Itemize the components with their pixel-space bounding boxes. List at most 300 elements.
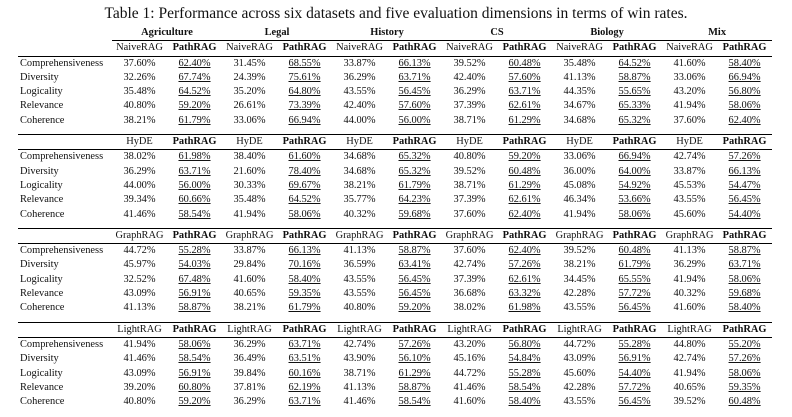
baseline-win-rate: 45.60% [673,208,706,220]
pathrag-win-rate: 60.48% [618,245,651,257]
proposed-method-label: PathRAG [277,322,332,337]
pathrag-win-rate: 61.79% [178,114,211,126]
baseline-win-rate: 36.00% [563,165,596,177]
baseline-win-rate: 46.34% [563,194,596,206]
baseline-win-rate: 35.20% [233,86,266,98]
pathrag-win-rate: 56.91% [178,288,211,300]
baseline-win-rate: 33.06% [233,114,266,126]
pathrag-win-rate: 59.68% [398,208,431,220]
table-row [18,165,772,179]
dimension-label: Relevance [20,194,64,206]
pathrag-win-rate: 68.55% [288,57,321,69]
baseline-win-rate: 43.09% [563,353,596,365]
dataset-header: Legal [222,26,332,41]
baseline-win-rate: 40.80% [453,151,486,163]
table-row [18,99,772,113]
baseline-win-rate: 41.60% [453,396,486,408]
proposed-method-label: PathRAG [387,41,442,56]
baseline-win-rate: 42.40% [343,100,376,112]
pathrag-win-rate: 58.87% [618,71,651,83]
pathrag-win-rate: 62.40% [178,57,211,69]
table-row [18,114,772,128]
baseline-win-rate: 21.60% [233,165,266,177]
baseline-win-rate: 41.94% [673,100,706,112]
baseline-win-rate: 41.94% [673,273,706,285]
pathrag-win-rate: 56.10% [398,353,431,365]
baseline-win-rate: 34.68% [343,151,376,163]
baseline-win-rate: 45.60% [563,367,596,379]
pathrag-win-rate: 59.20% [178,100,211,112]
pathrag-win-rate: 56.91% [618,353,651,365]
baseline-win-rate: 39.52% [453,165,486,177]
baseline-win-rate: 44.00% [343,114,376,126]
dataset-header: Mix [662,26,772,41]
baseline-win-rate: 43.55% [343,288,376,300]
pathrag-win-rate: 61.29% [508,179,541,191]
pathrag-win-rate: 58.40% [508,396,541,408]
baseline-win-rate: 43.90% [343,353,376,365]
baseline-win-rate: 43.09% [123,288,156,300]
dimension-label: Coherence [20,208,65,220]
method-header-row [18,228,772,243]
pathrag-win-rate: 57.72% [618,288,651,300]
pathrag-win-rate: 56.45% [398,86,431,98]
pathrag-win-rate: 70.16% [288,259,321,271]
table-row [18,179,772,193]
baseline-method-label: HyDE [112,135,167,150]
baseline-win-rate: 37.39% [453,194,486,206]
baseline-method-label: HyDE [442,135,497,150]
dimension-label: Diversity [20,353,59,365]
baseline-win-rate: 42.74% [343,338,376,350]
pathrag-win-rate: 58.06% [288,208,321,220]
proposed-method-label: PathRAG [607,135,662,150]
proposed-method-label: PathRAG [167,135,222,150]
table-row [18,367,772,381]
baseline-win-rate: 43.55% [343,273,376,285]
pathrag-win-rate: 64.52% [618,57,651,69]
pathrag-win-rate: 58.54% [178,208,211,220]
baseline-win-rate: 39.52% [673,396,706,408]
dataset-header: Biology [552,26,662,41]
pathrag-win-rate: 56.45% [398,273,431,285]
baseline-win-rate: 37.39% [453,100,486,112]
dimension-label: Comprehensiveness [20,151,104,163]
pathrag-win-rate: 65.32% [398,151,431,163]
dimension-label: Logicality [20,86,63,98]
baseline-win-rate: 38.71% [453,179,486,191]
table-row [18,352,772,366]
pathrag-win-rate: 67.48% [178,273,211,285]
baseline-win-rate: 41.13% [343,381,376,393]
pathrag-win-rate: 58.40% [728,57,761,69]
pathrag-win-rate: 58.54% [508,381,541,393]
dataset-header-row [18,26,772,41]
baseline-method-label: LightRAG [222,322,277,337]
baseline-win-rate: 41.94% [233,208,266,220]
pathrag-win-rate: 64.52% [288,194,321,206]
baseline-win-rate: 44.72% [563,338,596,350]
baseline-win-rate: 40.32% [673,288,706,300]
baseline-method-label: LightRAG [332,322,387,337]
pathrag-win-rate: 55.28% [508,367,541,379]
baseline-win-rate: 36.29% [673,259,706,271]
table-row [18,381,772,395]
baseline-win-rate: 38.21% [233,302,266,314]
pathrag-win-rate: 63.71% [508,86,541,98]
pathrag-win-rate: 57.26% [508,259,541,271]
baseline-win-rate: 41.13% [343,245,376,257]
pathrag-win-rate: 59.20% [508,151,541,163]
baseline-method-label: HyDE [662,135,717,150]
pathrag-win-rate: 61.60% [288,151,321,163]
pathrag-win-rate: 56.00% [398,114,431,126]
baseline-win-rate: 36.29% [233,338,266,350]
baseline-win-rate: 35.48% [233,194,266,206]
baseline-win-rate: 30.33% [233,179,266,191]
dimension-label: Diversity [20,259,59,271]
baseline-win-rate: 40.80% [123,100,156,112]
pathrag-win-rate: 56.80% [728,86,761,98]
pathrag-win-rate: 62.40% [508,245,541,257]
baseline-win-rate: 34.68% [343,165,376,177]
dimension-label: Relevance [20,100,64,112]
pathrag-win-rate: 59.35% [288,288,321,300]
baseline-win-rate: 38.21% [343,179,376,191]
pathrag-win-rate: 62.61% [508,273,541,285]
pathrag-win-rate: 62.40% [728,114,761,126]
baseline-win-rate: 33.06% [673,71,706,83]
baseline-win-rate: 35.77% [343,194,376,206]
pathrag-win-rate: 65.33% [618,100,651,112]
pathrag-win-rate: 66.13% [398,57,431,69]
baseline-win-rate: 41.94% [123,338,156,350]
baseline-win-rate: 32.26% [123,71,156,83]
pathrag-win-rate: 61.79% [618,259,651,271]
pathrag-win-rate: 55.28% [618,338,651,350]
proposed-method-label: PathRAG [607,228,662,243]
pathrag-win-rate: 69.67% [288,179,321,191]
pathrag-win-rate: 63.32% [508,288,541,300]
baseline-win-rate: 34.67% [563,100,596,112]
baseline-win-rate: 35.48% [563,57,596,69]
pathrag-win-rate: 60.66% [178,194,211,206]
baseline-win-rate: 41.60% [233,273,266,285]
baseline-win-rate: 36.29% [123,165,156,177]
proposed-method-label: PathRAG [717,135,772,150]
pathrag-win-rate: 55.65% [618,86,651,98]
proposed-method-label: PathRAG [277,41,332,56]
pathrag-win-rate: 64.52% [178,86,211,98]
baseline-win-rate: 38.40% [233,151,266,163]
method-header-row [18,135,772,150]
baseline-win-rate: 40.80% [123,396,156,408]
baseline-win-rate: 41.13% [123,302,156,314]
baseline-win-rate: 41.94% [673,367,706,379]
baseline-win-rate: 44.72% [123,245,156,257]
table-row [18,56,772,71]
baseline-win-rate: 43.55% [343,86,376,98]
baseline-method-label: NaiveRAG [662,41,717,56]
baseline-method-label: LightRAG [442,322,497,337]
pathrag-win-rate: 56.00% [178,179,211,191]
table-row [18,301,772,315]
pathrag-win-rate: 58.87% [398,381,431,393]
pathrag-win-rate: 65.32% [618,114,651,126]
baseline-win-rate: 39.34% [123,194,156,206]
dimension-label: Diversity [20,71,59,83]
baseline-win-rate: 31.45% [233,57,266,69]
baseline-win-rate: 41.46% [123,208,156,220]
baseline-win-rate: 36.29% [343,71,376,83]
table-row [18,244,772,259]
baseline-win-rate: 45.53% [673,179,706,191]
dataset-header: CS [442,26,552,41]
baseline-win-rate: 33.87% [233,245,266,257]
baseline-win-rate: 38.71% [453,114,486,126]
table-row [18,85,772,99]
baseline-method-label: GraphRAG [332,228,387,243]
proposed-method-label: PathRAG [717,322,772,337]
pathrag-win-rate: 58.40% [288,273,321,285]
pathrag-win-rate: 65.32% [398,165,431,177]
baseline-win-rate: 37.60% [453,245,486,257]
baseline-win-rate: 32.52% [123,273,156,285]
dimension-label: Relevance [20,288,64,300]
pathrag-win-rate: 62.40% [508,208,541,220]
proposed-method-label: PathRAG [497,135,552,150]
baseline-win-rate: 42.28% [563,381,596,393]
baseline-win-rate: 43.20% [673,86,706,98]
baseline-win-rate: 44.72% [453,367,486,379]
pathrag-win-rate: 60.48% [508,57,541,69]
pathrag-win-rate: 58.06% [728,367,761,379]
pathrag-win-rate: 56.45% [728,194,761,206]
pathrag-win-rate: 61.79% [288,302,321,314]
pathrag-win-rate: 54.40% [618,367,651,379]
pathrag-win-rate: 59.68% [728,288,761,300]
pathrag-win-rate: 67.74% [178,71,211,83]
table-row [18,71,772,85]
pathrag-win-rate: 54.92% [618,179,651,191]
pathrag-win-rate: 55.20% [728,338,761,350]
baseline-win-rate: 44.35% [563,86,596,98]
baseline-win-rate: 41.94% [563,208,596,220]
baseline-win-rate: 38.02% [123,151,156,163]
pathrag-win-rate: 63.71% [288,338,321,350]
pathrag-win-rate: 63.71% [288,396,321,408]
baseline-method-label: GraphRAG [442,228,497,243]
baseline-win-rate: 42.28% [563,288,596,300]
pathrag-win-rate: 60.80% [178,381,211,393]
pathrag-win-rate: 78.40% [288,165,321,177]
baseline-win-rate: 41.60% [673,302,706,314]
baseline-win-rate: 24.39% [233,71,266,83]
baseline-win-rate: 36.29% [453,86,486,98]
pathrag-win-rate: 66.94% [728,71,761,83]
pathrag-win-rate: 59.20% [398,302,431,314]
results-table [18,26,772,409]
baseline-win-rate: 39.20% [123,381,156,393]
pathrag-win-rate: 65.55% [618,273,651,285]
proposed-method-label: PathRAG [277,228,332,243]
dataset-header: History [332,26,442,41]
baseline-win-rate: 42.74% [673,151,706,163]
pathrag-win-rate: 61.29% [398,367,431,379]
pathrag-win-rate: 57.26% [728,353,761,365]
table-row [18,287,772,301]
pathrag-win-rate: 57.26% [728,151,761,163]
table-body [18,41,772,410]
dimension-label: Comprehensiveness [20,245,104,257]
table-row [18,150,772,165]
baseline-win-rate: 36.49% [233,353,266,365]
proposed-method-label: PathRAG [167,228,222,243]
baseline-method-label: HyDE [552,135,607,150]
baseline-win-rate: 26.61% [233,100,266,112]
baseline-win-rate: 42.74% [673,353,706,365]
baseline-method-label: NaiveRAG [552,41,607,56]
pathrag-win-rate: 63.41% [398,259,431,271]
baseline-win-rate: 38.71% [343,367,376,379]
pathrag-win-rate: 63.71% [398,71,431,83]
pathrag-win-rate: 58.06% [728,273,761,285]
baseline-win-rate: 41.46% [123,353,156,365]
baseline-win-rate: 41.60% [673,57,706,69]
baseline-win-rate: 37.39% [453,273,486,285]
proposed-method-label: PathRAG [607,322,662,337]
proposed-method-label: PathRAG [497,228,552,243]
pathrag-win-rate: 64.23% [398,194,431,206]
pathrag-win-rate: 56.91% [178,367,211,379]
baseline-win-rate: 41.46% [343,396,376,408]
baseline-method-label: GraphRAG [112,228,167,243]
pathrag-win-rate: 75.61% [288,71,321,83]
dimension-label: Logicality [20,367,63,379]
pathrag-win-rate: 64.80% [288,86,321,98]
baseline-win-rate: 37.60% [453,208,486,220]
dimension-label: Logicality [20,273,63,285]
proposed-method-label: PathRAG [717,41,772,56]
table-row [18,273,772,287]
baseline-win-rate: 39.52% [563,245,596,257]
baseline-win-rate: 36.29% [233,396,266,408]
baseline-win-rate: 43.09% [123,367,156,379]
pathrag-win-rate: 53.66% [618,194,651,206]
dimension-label: Coherence [20,114,65,126]
baseline-win-rate: 38.02% [453,302,486,314]
baseline-win-rate: 40.65% [673,381,706,393]
baseline-win-rate: 41.46% [453,381,486,393]
baseline-win-rate: 36.68% [453,288,486,300]
baseline-win-rate: 43.20% [453,338,486,350]
baseline-win-rate: 41.13% [563,71,596,83]
baseline-win-rate: 40.32% [343,208,376,220]
pathrag-win-rate: 61.29% [508,114,541,126]
proposed-method-label: PathRAG [167,41,222,56]
baseline-win-rate: 40.80% [343,302,376,314]
baseline-win-rate: 45.08% [563,179,596,191]
pathrag-win-rate: 58.06% [728,100,761,112]
pathrag-win-rate: 57.26% [398,338,431,350]
baseline-method-label: GraphRAG [222,228,277,243]
baseline-win-rate: 45.97% [123,259,156,271]
pathrag-win-rate: 54.84% [508,353,541,365]
baseline-win-rate: 44.80% [673,338,706,350]
proposed-method-label: PathRAG [167,322,222,337]
pathrag-win-rate: 54.03% [178,259,211,271]
pathrag-win-rate: 73.39% [288,100,321,112]
pathrag-win-rate: 58.06% [178,338,211,350]
pathrag-win-rate: 63.71% [728,259,761,271]
pathrag-win-rate: 58.87% [728,245,761,257]
table-row [18,337,772,352]
baseline-method-label: NaiveRAG [442,41,497,56]
proposed-method-label: PathRAG [717,228,772,243]
table-row [18,193,772,207]
baseline-win-rate: 37.81% [233,381,266,393]
dataset-header: Agriculture [112,26,222,41]
pathrag-win-rate: 63.71% [178,165,211,177]
pathrag-win-rate: 64.00% [618,165,651,177]
baseline-method-label: HyDE [332,135,387,150]
baseline-win-rate: 43.55% [673,194,706,206]
baseline-win-rate: 37.60% [123,57,156,69]
baseline-win-rate: 36.59% [343,259,376,271]
pathrag-win-rate: 62.61% [508,100,541,112]
dimension-label: Relevance [20,381,64,393]
baseline-win-rate: 37.60% [673,114,706,126]
pathrag-win-rate: 59.35% [728,381,761,393]
proposed-method-label: PathRAG [387,228,442,243]
baseline-win-rate: 39.84% [233,367,266,379]
proposed-method-label: PathRAG [497,41,552,56]
pathrag-win-rate: 60.48% [508,165,541,177]
pathrag-win-rate: 58.54% [178,353,211,365]
dimension-label: Diversity [20,165,59,177]
table-row [18,395,772,409]
pathrag-win-rate: 61.98% [508,302,541,314]
pathrag-win-rate: 54.40% [728,208,761,220]
baseline-win-rate: 44.00% [123,179,156,191]
dimension-label: Coherence [20,396,65,408]
pathrag-win-rate: 63.51% [288,353,321,365]
pathrag-win-rate: 56.45% [618,302,651,314]
pathrag-win-rate: 61.98% [178,151,211,163]
proposed-method-label: PathRAG [497,322,552,337]
table-row [18,258,772,272]
pathrag-win-rate: 61.79% [398,179,431,191]
pathrag-win-rate: 55.28% [178,245,211,257]
pathrag-win-rate: 58.40% [728,302,761,314]
baseline-win-rate: 40.65% [233,288,266,300]
baseline-win-rate: 34.45% [563,273,596,285]
baseline-win-rate: 43.55% [563,302,596,314]
dimension-label: Comprehensiveness [20,338,104,350]
pathrag-win-rate: 66.94% [288,114,321,126]
pathrag-win-rate: 57.60% [398,100,431,112]
baseline-win-rate: 45.16% [453,353,486,365]
baseline-method-label: LightRAG [552,322,607,337]
table-caption: Table 1: Performance across six datasets and five evaluation dimensions in terms of win rates. [104,5,688,22]
pathrag-win-rate: 60.48% [728,396,761,408]
baseline-win-rate: 29.84% [233,259,266,271]
baseline-method-label: HyDE [222,135,277,150]
pathrag-win-rate: 56.45% [618,396,651,408]
baseline-method-label: NaiveRAG [112,41,167,56]
method-header-row [18,322,772,337]
baseline-win-rate: 33.87% [343,57,376,69]
